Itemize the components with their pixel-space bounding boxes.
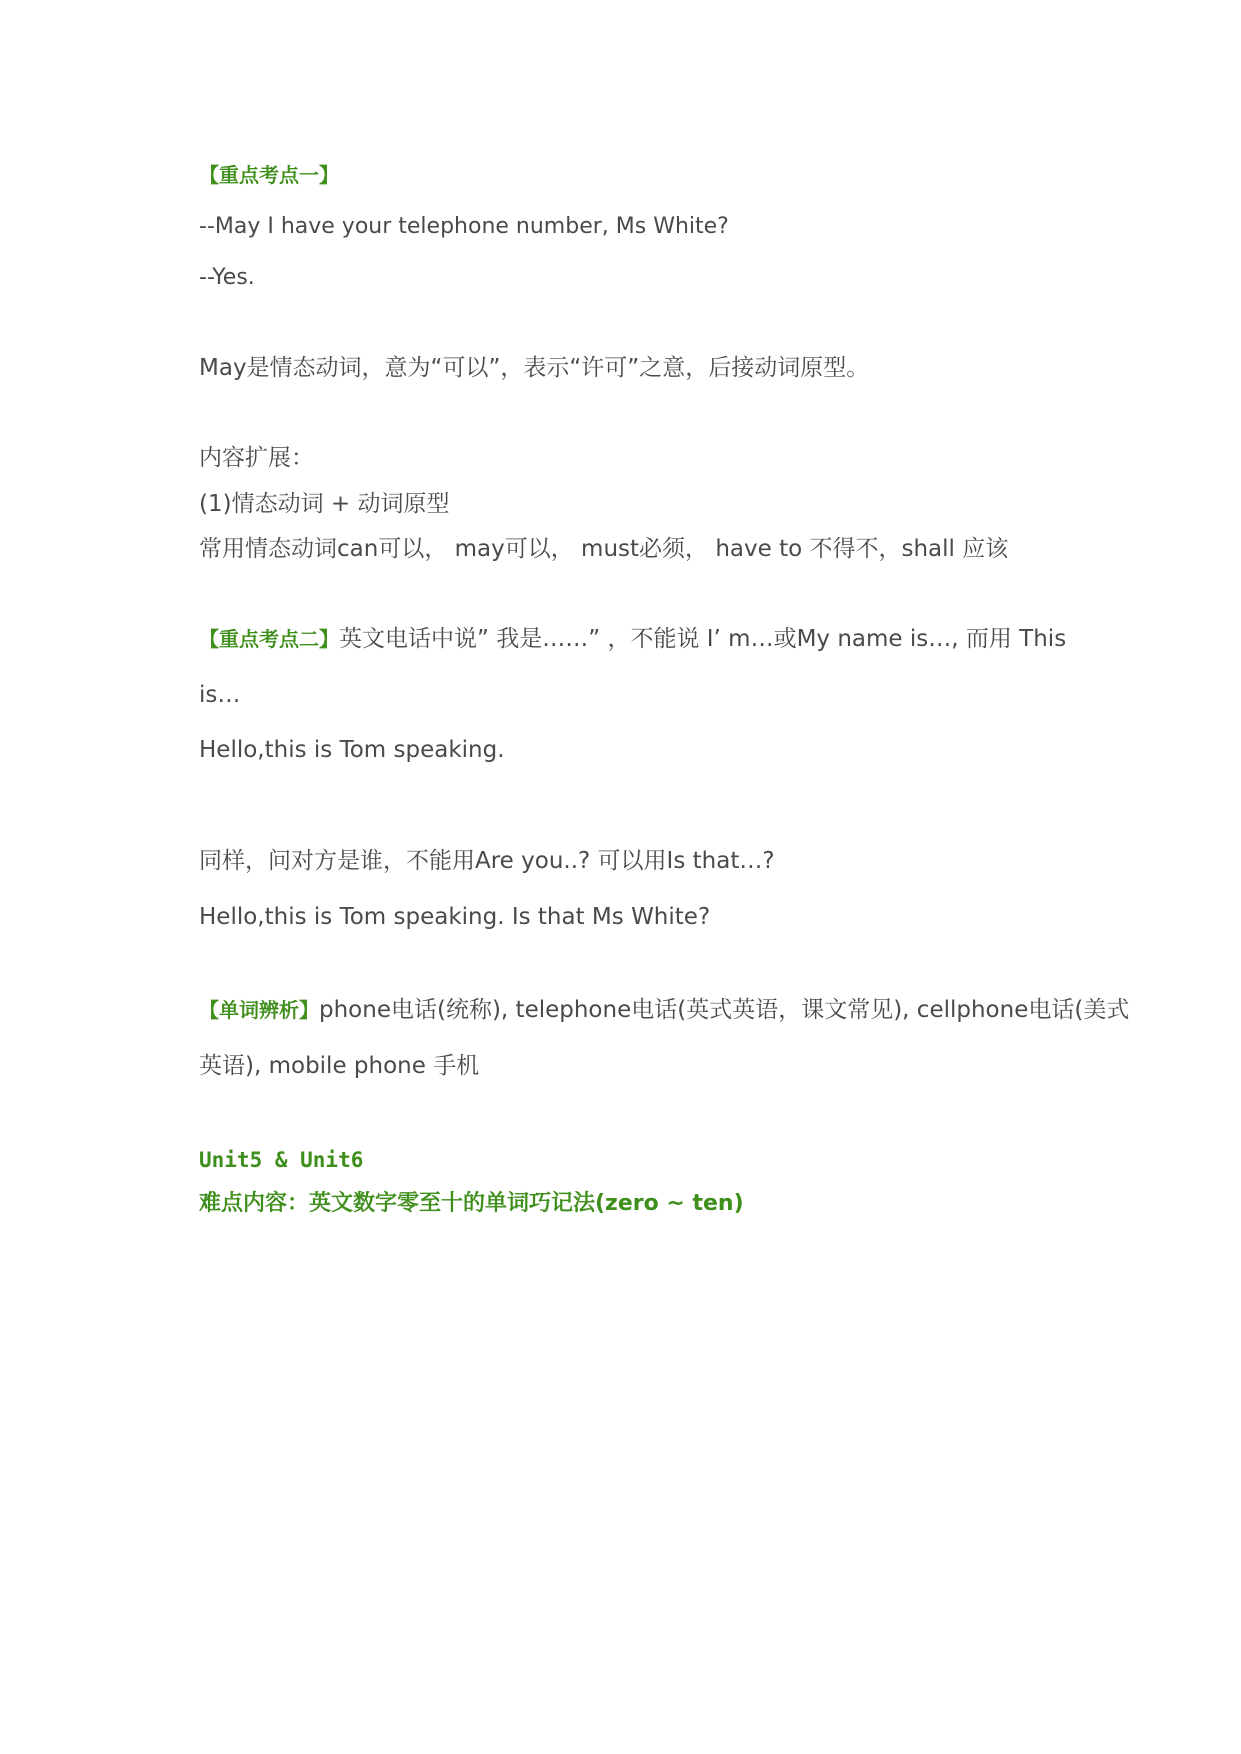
phone-example-two: Hello,this is Tom speaking. Is that Ms White? [199,904,711,930]
expansion-title: 内容扩展： [199,445,314,471]
word-distinction-paragraph [199,995,1129,1025]
phone-example-one: Hello,this is Tom speaking. [199,737,505,763]
dialog-line-question: --May I have your telephone number, Ms White? [199,214,729,239]
key-point-two-text: 英文电话中说” 我是……” ，不能说 I’ m…或My name is…, 而用 This [339,626,1067,652]
word-distinction-text: phone电话(统称), telephone电话(英式英语，课文常见), cellphone电话(美式 [319,997,1130,1023]
difficulty-title: 难点内容：英文数字零至十的单词巧记法(zero ~ ten) [199,1191,744,1216]
expansion-rule: (1)情态动词 + 动词原型 [199,491,450,517]
word-distinction-continuation: 英语), mobile phone 手机 [199,1053,480,1079]
may-explanation: May是情态动词，意为“可以”，表示“许可”之意，后接动词原型。 [199,355,870,381]
key-point-two-continuation: is… [199,682,241,708]
asking-who-note: 同样，问对方是谁，不能用Are you..? 可以用Is that…? [199,848,775,874]
unit-title: Unit5 & Unit6 [199,1148,364,1172]
dialog-line-answer: --Yes. [199,265,255,290]
modal-verbs-examples: 常用情态动词can可以， may可以， must必须， have to 不得不，shall 应该 [199,536,1009,562]
key-point-two-heading: 【重点考点二】 [199,627,339,651]
word-distinction-heading: 【单词辨析】 [199,998,319,1022]
key-point-one-heading: 【重点考点一】 [199,163,339,187]
key-point-two-paragraph [199,624,1066,654]
